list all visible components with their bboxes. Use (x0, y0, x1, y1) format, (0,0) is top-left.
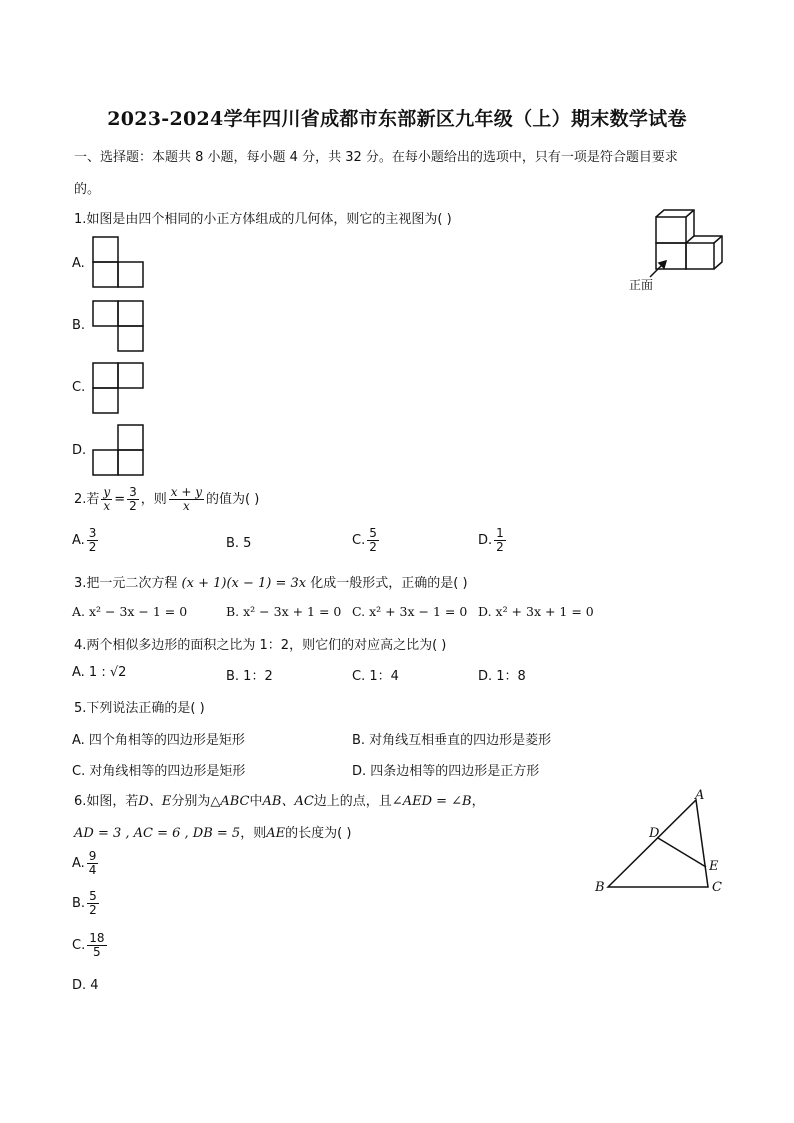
q4-stem: 4.两个相似多边形的面积之比为 1：2，则它们的对应高之比为( ) (74, 638, 447, 653)
q3-stem: 3.把一元二次方程 (x + 1)(x − 1) = 3x 化成一般形式，正确的是( ) (74, 576, 468, 591)
q3-option-a: A. x² − 3x − 1 = 0 (72, 604, 188, 619)
q6-option-b: B. $\frac{5}{2}$ (72, 889, 97, 917)
q2-option-c: C. $\frac{5}{2}$ (352, 526, 377, 554)
q6-option-d: D. 4 (72, 978, 99, 993)
q3-option-b: B. x² − 3x + 1 = 0 (226, 604, 342, 619)
q6-option-a: A. $\frac{9}{4}$ (72, 849, 97, 877)
q1-option-b-label: B. (72, 318, 86, 333)
section-header-line2: 的。 (74, 182, 101, 197)
q1-figure-label: 正面 (629, 278, 654, 292)
q5-option-b: B. 对角线互相垂直的四边形是菱形 (352, 733, 552, 748)
q2-stem: 2.若 $\frac{y}{x}$ = $\frac{3}{2}$ ，则 $\frac{x + y}{x}$ 的值为( ) (74, 485, 260, 513)
q4-option-c: C. 1：4 (352, 669, 399, 684)
q1-stem: 1.如图是由四个相同的小正方体组成的几何体，则它的主视图为( ) (74, 212, 452, 227)
q1-option-b-figure (92, 300, 144, 352)
q5-option-d: D. 四条边相等的四边形是正方形 (352, 764, 540, 779)
q4-option-b: B. 1：2 (226, 669, 273, 684)
q5-option-c: C. 对角线相等的四边形是矩形 (72, 764, 246, 779)
q5-option-a: A. 四个角相等的四边形是矩形 (72, 733, 245, 748)
q6-label-d: D (649, 826, 660, 841)
q6-label-c: C (712, 880, 722, 895)
q6-stem-line2: AD = 3 , AC = 6 , DB = 5，则AE的长度为( ) (74, 826, 352, 841)
q6-label-b: B (595, 880, 605, 895)
q5-stem: 5.下列说法正确的是( ) (74, 701, 205, 716)
q3-option-d: D. x² + 3x + 1 = 0 (478, 604, 594, 619)
q6-triangle-figure (590, 785, 730, 900)
q6-label-e: E (709, 859, 719, 874)
q3-option-c: C. x² + 3x − 1 = 0 (352, 604, 468, 619)
q1-option-a-figure (92, 236, 144, 288)
q2-option-a: A. $\frac{3}{2}$ (72, 526, 97, 554)
section-header-line1: 一、选择题：本题共 8 小题，每小题 4 分，共 32 分。在每小题给出的选项中，只有一项是符合题目要求 (74, 150, 678, 165)
q2-option-b: B. 5 (226, 536, 252, 551)
q1-option-c-figure (92, 362, 144, 414)
q1-option-d-figure (92, 424, 144, 476)
q1-option-c-label: C. (72, 380, 86, 395)
q2-option-d: D. $\frac{1}{2}$ (478, 526, 504, 554)
q6-option-c: C. $\frac{18}{5}$ (72, 931, 105, 959)
q4-option-a: A. 1 : √2 (72, 665, 127, 680)
q6-label-a: A (695, 788, 705, 803)
q1-option-a-label: A. (72, 256, 85, 271)
q1-option-d-label: D. (72, 443, 87, 458)
q4-option-d: D. 1：8 (478, 669, 526, 684)
q6-stem-line1: 6.如图，若D、E分别为△ABC中AB、AC边上的点，且∠AED = ∠B， (74, 794, 485, 809)
page-title: 2023-2024学年四川省成都市东部新区九年级（上）期末数学试卷 (107, 108, 687, 130)
